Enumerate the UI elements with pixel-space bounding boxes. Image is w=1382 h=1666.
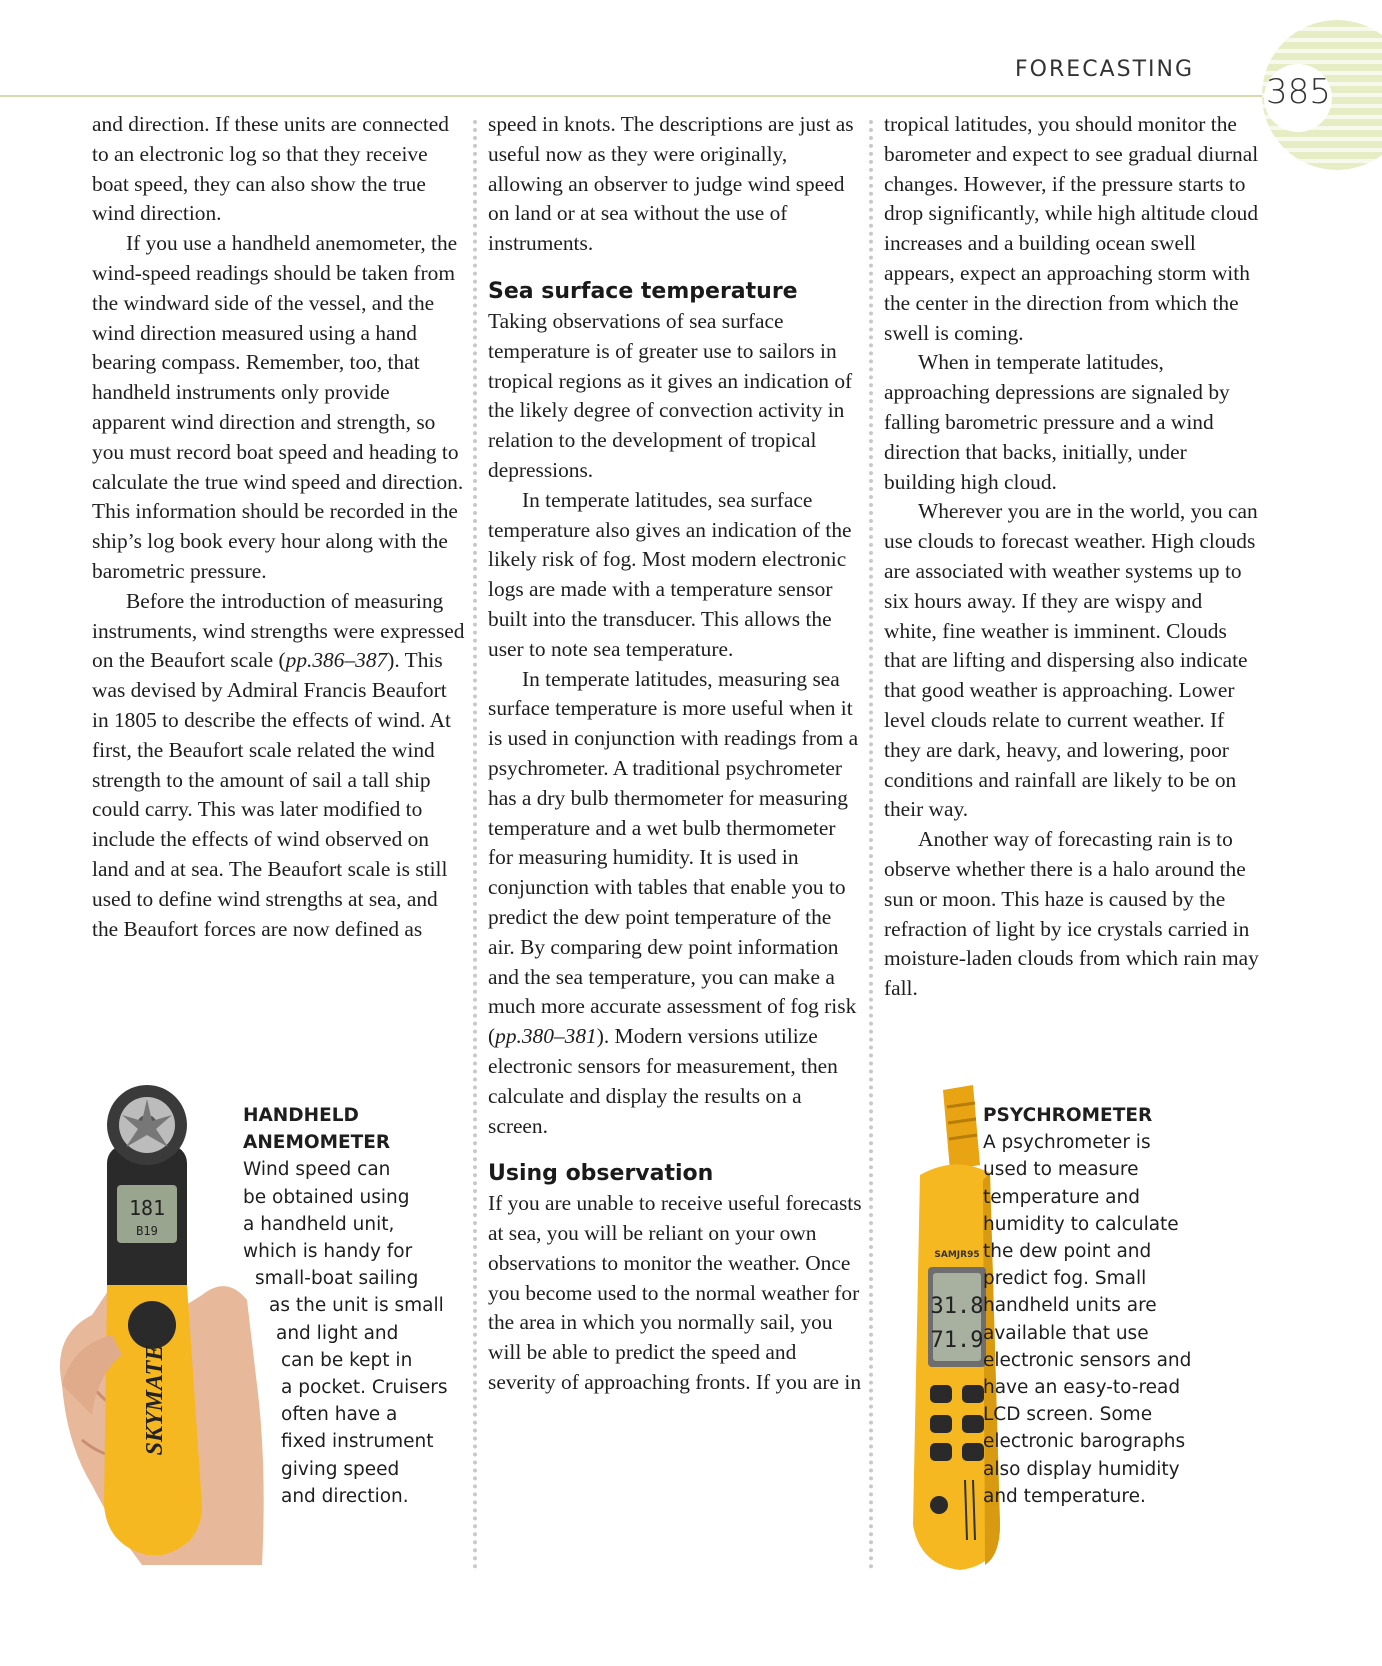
caption-line: predict fog. Small <box>983 1268 1147 1290</box>
header-rule <box>0 95 1290 97</box>
page-reference: pp.380–381 <box>495 1024 597 1049</box>
paragraph: and direction. If these units are connected to an electronic log so that they receive boat speed, they can also show the true wind direction. <box>92 112 449 226</box>
paragraph: When in temperate latitudes, approaching depressions are signaled by falling barometric pressure and a wind direction that backs, initially, under building high cloud. <box>884 350 1230 494</box>
paragraph <box>92 587 467 945</box>
caption-line: LCD screen. Some <box>983 1404 1153 1426</box>
paragraph <box>488 665 863 1142</box>
caption-title: PSYCHROMETER <box>983 1105 1153 1126</box>
caption-line: small-boat sailing <box>255 1268 419 1290</box>
caption-line: often have a <box>281 1404 398 1426</box>
column-1 <box>92 110 467 944</box>
page-number: 385 <box>1266 72 1331 112</box>
caption-title: HANDHELD <box>243 1105 359 1126</box>
caption-line: used to measure <box>983 1159 1139 1181</box>
anemometer-display-line2: B19 <box>136 1224 158 1238</box>
subheading-using-observation: Using observation <box>488 1161 714 1187</box>
column-divider-1 <box>473 120 477 1570</box>
caption-title: ANEMOMETER <box>243 1132 391 1154</box>
caption-line: electronic barographs <box>983 1431 1186 1453</box>
paragraph: If you use a handheld anemometer, the wind-speed readings should be taken from the windward side of the vessel, and the wind direction measured using a hand bearing compass. Remember, too, that handheld instruments only provide apparent wind direction and strength, so you must record boat speed and heading to calculate the true wind speed and direction. This information should be recorded in the ship’s log book every hour along with the barometric pressure. <box>92 231 464 583</box>
anemometer-image <box>52 1085 267 1570</box>
paragraph: If you are unable to receive useful forecasts at sea, you will be reliant on your own observations to monitor the weather. Once you become used to the normal weather for the area in which you normally sail, you will be able to predict the speed and severity of approaching fronts. If you are in <box>488 1191 862 1395</box>
caption-line: humidity to calculate <box>983 1213 1179 1235</box>
anemometer-caption <box>243 1102 448 1510</box>
paragraph: Wherever you are in the world, you can use clouds to forecast weather. High clouds are associated with weather systems up to six hours away. If they are wispy and white, fine weather is imminent. Clouds that are lifting and dispersing also indicate that good weather is approaching. Lower level clouds relate to current weather. If they are dark, heavy, and lowering, poor conditions and rainfall are likely to be on their way. <box>884 499 1258 822</box>
paragraph: Taking observations of sea surface temperature is of greater use to sailors in tropical regions as it gives an indication of the likely degree of convection activity in relation to the development of tropical depressions. <box>488 308 853 482</box>
subheading-sea-surface-temperature: Sea surface temperature <box>488 278 798 304</box>
psychrometer-display-line1: 31.8 <box>930 1294 984 1319</box>
column-2 <box>488 110 863 1398</box>
anemometer-brand: SKYMATE <box>142 1344 168 1456</box>
psychrometer-caption <box>983 1102 1191 1510</box>
text-run: In temperate latitudes, measuring sea surface temperature is more useful when it is used in conjunction with readings from a psychrometer. A traditional psychrometer has a dry bulb thermometer for measuring temperature and a wet bulb thermometer for measuring humidity. It is used in conjunction with tables that enable you to predict the dew point temperature of the air. By comparing dew point information and the sea temperature, you can make a much more accurate assessment of fog risk ( <box>488 666 859 1049</box>
caption-line: and direction. <box>281 1485 409 1507</box>
caption-line: a pocket. Cruisers <box>281 1377 448 1399</box>
caption-line: the dew point and <box>983 1241 1152 1263</box>
caption-line: A psychrometer is <box>983 1132 1151 1154</box>
paragraph: In temperate latitudes, sea surface temperature also gives an indication of the likely risk of fog. Most modern electronic logs are made with a temperature sensor built into the transducer. This allows the user to note sea temperature. <box>488 487 852 661</box>
caption-line: electronic sensors and <box>983 1349 1192 1371</box>
caption-line: a handheld unit, <box>243 1213 395 1235</box>
caption-line: can be kept in <box>281 1349 413 1371</box>
text-run: ). This was devised by Admiral Francis Beaufort in 1805 to describe the effects of wind. At first, the Beaufort scale related the wind strength to the amount of sail a tall ship could carry. This was later modified to include the effects of wind observed on land and at sea. The Beaufort scale is still used to define wind strengths at sea, and the Beaufort forces are now defined as <box>92 648 452 941</box>
text-run: ). Modern versions utilize electronic sensors for measurement, then calculate and display the results on a screen. <box>488 1024 838 1138</box>
psychrometer-display-line2: 71.9 <box>930 1328 984 1353</box>
paragraph: Another way of forecasting rain is to observe whether there is a halo around the sun or moon. This haze is caused by the refraction of light by ice crystals carried in moisture-laden clouds from which rain may fall. <box>884 827 1259 1001</box>
caption-line: Wind speed can <box>243 1159 391 1181</box>
anemometer-display-line1: 181 <box>128 1196 166 1220</box>
column-3 <box>884 110 1259 1004</box>
caption-line: have an easy-to-read <box>983 1377 1181 1399</box>
psychrometer-brand: SAMJR95 <box>934 1250 980 1260</box>
paragraph: speed in knots. The descriptions are just as useful now as they were originally, allowing an observer to judge wind speed on land or at sea without the use of instruments. <box>488 112 854 256</box>
caption-line: fixed instrument <box>281 1431 434 1453</box>
caption-line: also display humidity <box>983 1458 1180 1480</box>
caption-line: as the unit is small <box>269 1295 444 1317</box>
column-divider-2 <box>869 120 873 1570</box>
text-run: Before the introduction of measuring instruments, wind strengths were expressed on the Beaufort scale ( <box>92 588 465 673</box>
paragraph: tropical latitudes, you should monitor the barometer and expect to see gradual diurnal changes. However, if the pressure starts to drop significantly, while high altitude cloud increases and a building ocean swell appears, expect an approaching storm with the center in the direction from which the swell is coming. <box>884 112 1259 345</box>
page-reference: pp.386–387 <box>285 648 388 673</box>
section-title: FORECASTING <box>1015 57 1194 82</box>
caption-line: giving speed <box>281 1458 400 1480</box>
caption-line: be obtained using <box>243 1186 410 1208</box>
caption-line: which is handy for <box>243 1241 413 1263</box>
caption-line: handheld units are <box>983 1295 1157 1317</box>
caption-line: and light and <box>276 1322 399 1344</box>
caption-line: temperature and <box>983 1186 1140 1208</box>
caption-line: and temperature. <box>983 1485 1146 1507</box>
caption-line: available that use <box>983 1322 1149 1344</box>
